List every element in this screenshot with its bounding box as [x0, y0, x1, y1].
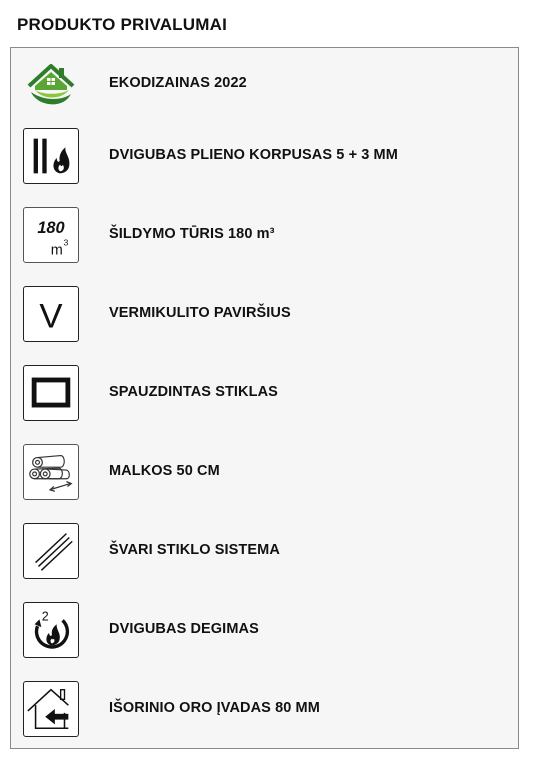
- feature-label: VERMIKULITO PAVIRŠIUS: [109, 305, 291, 321]
- feature-row-double-combustion: [23, 602, 503, 662]
- heating-volume-value: 180: [37, 219, 65, 238]
- double-combustion-icon: [23, 602, 79, 658]
- heating-volume-unit-sup: 3: [63, 237, 69, 248]
- double-steel-body-icon: [23, 128, 79, 184]
- feature-label: MALKOS 50 CM: [109, 463, 220, 479]
- feature-label: EKODIZAINAS 2022: [109, 75, 247, 91]
- heating-volume-icon: [23, 207, 79, 263]
- feature-row-double-steel-body: [23, 128, 503, 188]
- vermiculite-letter: V: [39, 297, 63, 336]
- feature-label: DVIGUBAS DEGIMAS: [109, 621, 259, 637]
- feature-label: ŠVARI STIKLO SISTEMA: [109, 542, 280, 558]
- feature-row-printed-glass: [23, 365, 503, 425]
- firewood-icon: [23, 444, 79, 500]
- feature-row-clean-glass: [23, 523, 503, 583]
- clean-glass-icon: [23, 523, 79, 579]
- feature-label: IŠORINIO ORO ĮVADAS 80 MM: [109, 700, 320, 716]
- heating-volume-unit: m: [50, 242, 63, 259]
- feature-row-vermiculite: [23, 286, 503, 346]
- vermiculite-icon: [23, 286, 79, 342]
- feature-row-external-air: [23, 681, 503, 741]
- feature-label: DVIGUBAS PLIENO KORPUSAS 5 + 3 MM: [109, 147, 398, 163]
- feature-row-ecodesign: [23, 56, 503, 116]
- feature-label: SPAUZDINTAS STIKLAS: [109, 384, 278, 400]
- feature-row-heating-volume: [23, 207, 503, 267]
- feature-row-firewood: [23, 444, 503, 504]
- section-title: PRODUKTO PRIVALUMAI: [17, 15, 228, 34]
- printed-glass-icon: [23, 365, 79, 421]
- external-air-inlet-icon: [23, 681, 79, 737]
- features-panel: [10, 47, 519, 749]
- eco-house-icon: [23, 56, 79, 112]
- double-combustion-digit: 2: [41, 609, 49, 624]
- feature-label: ŠILDYMO TŪRIS 180 m³: [109, 226, 275, 242]
